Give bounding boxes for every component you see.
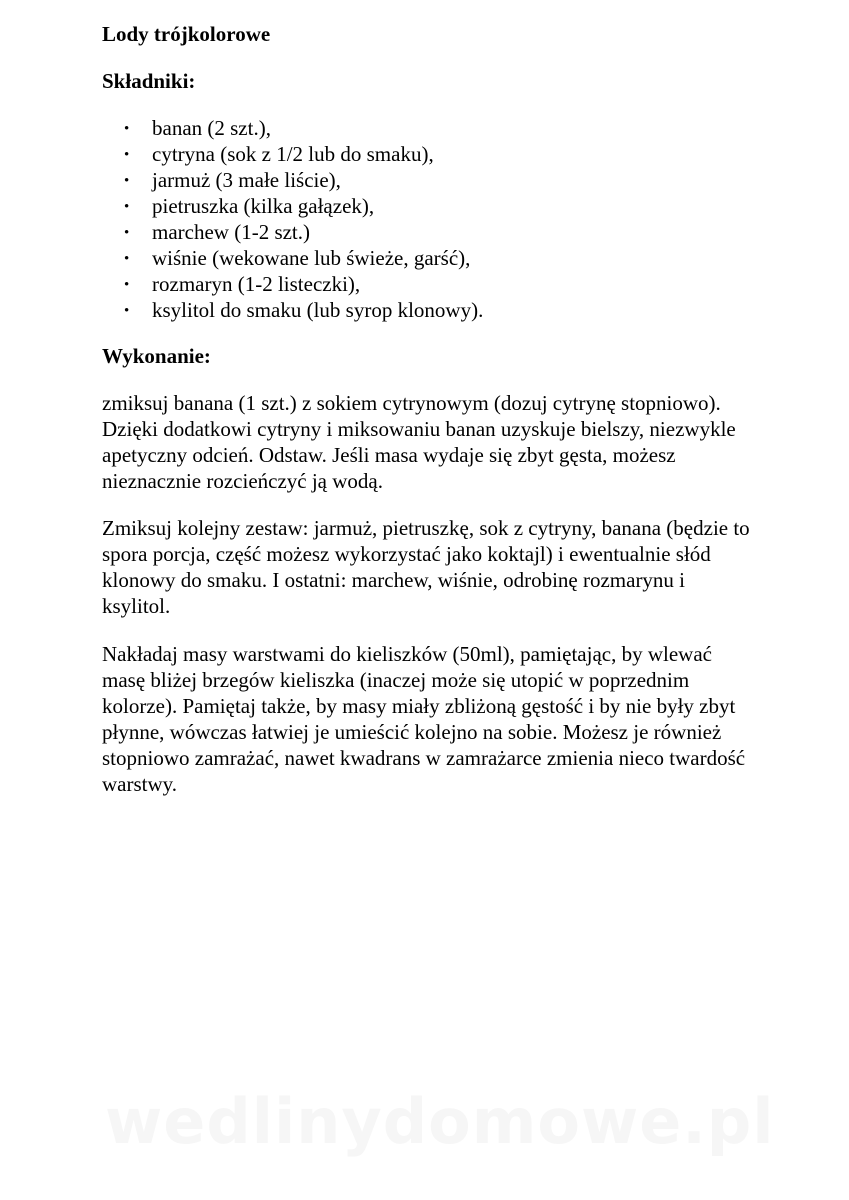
method-paragraph-2: Zmiksuj kolejny zestaw: jarmuż, pietruszkę, sok z cytryny, banana (będzie to spora porcja, część możesz wykorzystać jako koktajl) i ewentualnie słód klonowy do smaku. I ostatni: marchew, wiśnie, odrobinę rozmarynu i ksylitol.: [102, 516, 750, 618]
method-heading: Wykonanie:: [102, 344, 211, 368]
list-item: [102, 219, 483, 245]
method-paragraph-3: Nakładaj masy warstwami do kieliszków (50ml), pamiętając, by wlewać masę bliżej brzegów kieliszka (inaczej może się utopić w poprzednim kolorze). Pamiętaj także, by masy miały zbliżoną gęstość i by nie były zbyt płynne, wówczas łatwiej je umieścić kolejno na sobie. Możesz je również stopniowo zamrażać, nawet kwadrans w zamrażarce zmienia nieco twardość warstwy.: [102, 642, 746, 796]
recipe-title: Lody trójkolorowe: [102, 22, 271, 46]
ingredient-text: jarmuż (3 małe liście),: [152, 168, 341, 192]
bullet-icon: •: [124, 121, 130, 137]
bullet-icon: •: [124, 199, 130, 215]
bullet-icon: •: [124, 173, 130, 189]
ingredient-text: pietruszka (kilka gałązek),: [152, 194, 375, 218]
bullet-icon: •: [124, 251, 130, 267]
bullet-icon: •: [124, 225, 130, 241]
list-item: [102, 115, 483, 141]
list-item: [102, 141, 483, 167]
bullet-icon: •: [124, 147, 130, 163]
ingredient-text: marchew (1-2 szt.): [152, 220, 311, 244]
bullet-icon: •: [124, 303, 130, 319]
ingredients-list: [102, 115, 483, 323]
list-item: [102, 193, 483, 219]
ingredient-text: banan (2 szt.),: [152, 116, 271, 140]
list-item: [102, 167, 483, 193]
method-paragraph-1: zmiksuj banana (1 szt.) z sokiem cytrynowym (dozuj cytrynę stopniowo). Dzięki dodatkowi cytryny i miksowaniu banan uzyskuje bielszy, niezwykle apetyczny odcień. Odstaw. Jeśli masa wydaje się zbyt gęsta, możesz nieznacznie rozcieńczyć ją wodą.: [102, 391, 736, 493]
ingredient-text: rozmaryn (1-2 listeczki),: [152, 272, 361, 296]
ingredient-text: ksylitol do smaku (lub syrop klonowy).: [152, 298, 484, 322]
ingredient-text: cytryna (sok z 1/2 lub do smaku),: [152, 142, 434, 166]
list-item: [102, 297, 483, 323]
ingredient-text: wiśnie (wekowane lub świeże, garść),: [152, 246, 471, 270]
bullet-icon: •: [124, 277, 130, 293]
list-item: [102, 245, 483, 271]
watermark: wedlinydomowe.pl: [105, 1085, 775, 1158]
ingredients-heading: Składniki:: [102, 69, 196, 93]
list-item: [102, 271, 483, 297]
